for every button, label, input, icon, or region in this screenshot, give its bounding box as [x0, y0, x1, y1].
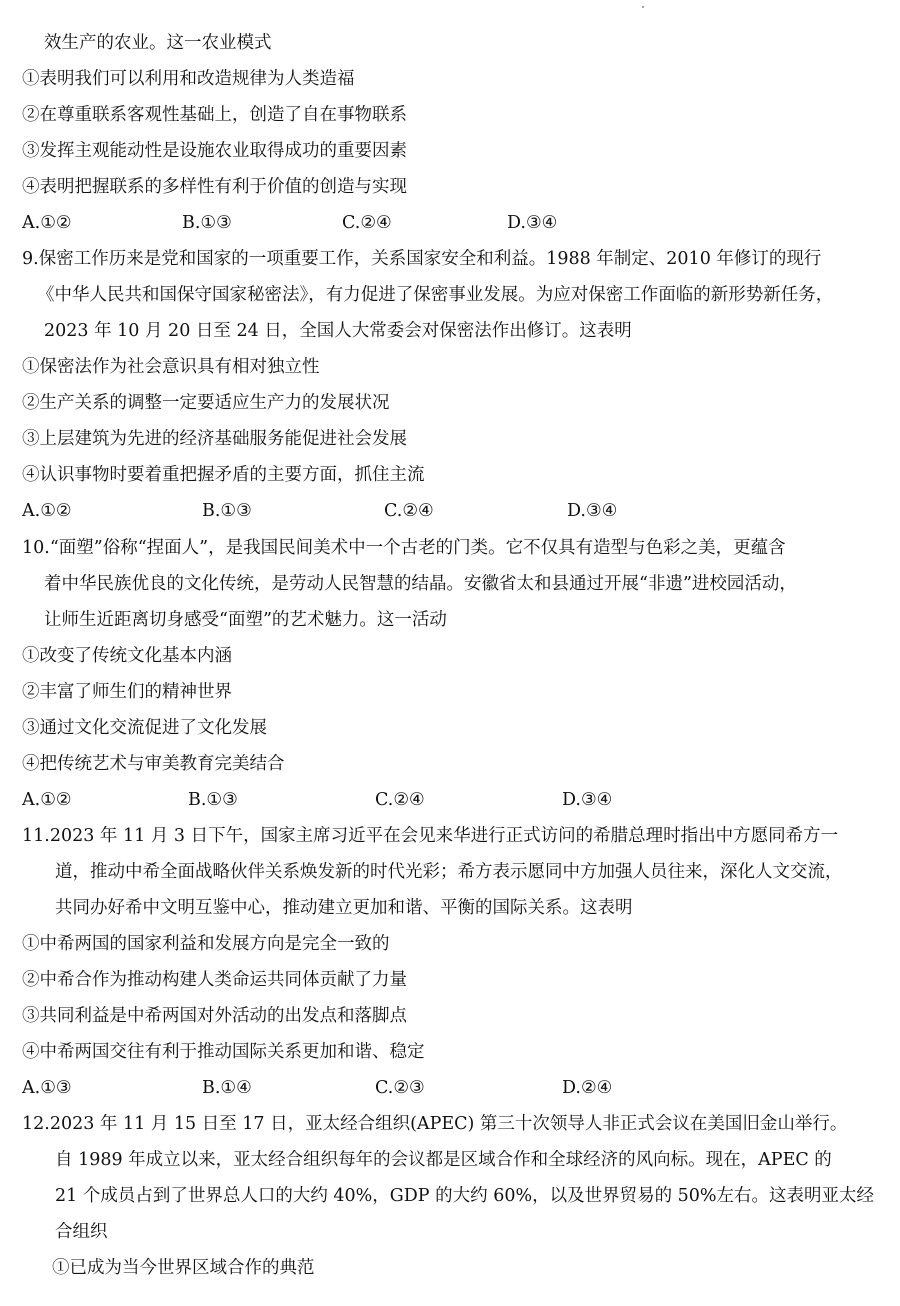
q9-option-a: A.①②	[22, 501, 72, 521]
q8-item-1: ①表明我们可以利用和改造规律为人类造福	[22, 69, 355, 89]
q9-item-1: ①保密法作为社会意识具有相对独立性	[22, 357, 320, 377]
q9-stem-line-1: 9.保密工作历来是党和国家的一项重要工作，关系国家安全和利益。1988 年制定、2010 年修订的现行	[22, 249, 822, 269]
q8-item-4: ④表明把握联系的多样性有利于价值的创造与实现	[22, 177, 407, 197]
q12-stem-line-4: 合组织	[55, 1222, 108, 1242]
q10-stem-line-3: 让师生近距离切身感受“面塑”的艺术魅力。这一活动	[44, 610, 447, 630]
q12-stem-line-2: 自 1989 年成立以来，亚太经合组织每年的会议都是区域合作和全球经济的风向标。现在，APEC 的	[55, 1150, 832, 1170]
q8-item-3: ③发挥主观能动性是设施农业取得成功的重要因素	[22, 141, 407, 161]
q11-item-2: ②中希合作为推动构建人类命运共同体贡献了力量	[22, 970, 407, 990]
q10-item-2: ②丰富了师生们的精神世界	[22, 682, 232, 702]
q10-option-a: A.①②	[22, 790, 72, 810]
q11-stem-line-1: 11.2023 年 11 月 3 日下午，国家主席习近平在会见来华进行正式访问的希腊总理时指出中方愿同希方一	[22, 826, 839, 846]
q9-item-3: ③上层建筑为先进的经济基础服务能促进社会发展	[22, 429, 407, 449]
q12-stem-line-3: 21 个成员占到了世界总人口的大约 40%，GDP 的大约 60%，以及世界贸易的 50%左右。这表明亚太经	[55, 1186, 875, 1206]
q9-stem-line-2: 《中华人民共和国保守国家秘密法》，有力促进了保密事业发展。为应对保密工作面临的新形势新任务，	[37, 285, 834, 305]
q9-item-2: ②生产关系的调整一定要适应生产力的发展状况	[22, 393, 390, 413]
q8-stem-tail: 效生产的农业。这一农业模式	[44, 33, 272, 53]
q8-item-2: ②在尊重联系客观性基础上，创造了自在事物联系	[22, 105, 407, 125]
q10-option-d: D.③④	[562, 790, 613, 810]
q8-option-b: B.①③	[182, 213, 232, 233]
q10-stem-line-2: 着中华民族优良的文化传统，是劳动人民智慧的结晶。安徽省太和县通过开展“非遗”进校园活动，	[44, 574, 797, 594]
q10-stem-line-1: 10.“面塑”俗称“捏面人”，是我国民间美术中一个古老的门类。它不仅具有造型与色彩之美，更蕴含	[22, 538, 786, 558]
q10-option-b: B.①③	[188, 790, 238, 810]
q8-option-a: A.①②	[22, 213, 72, 233]
q11-item-1: ①中希两国的国家利益和发展方向是完全一致的	[22, 934, 390, 954]
q10-item-3: ③通过文化交流促进了文化发展	[22, 718, 267, 738]
q10-item-1: ①改变了传统文化基本内涵	[22, 646, 232, 666]
q11-item-4: ④中希两国交往有利于推动国际关系更加和谐、稳定	[22, 1042, 425, 1062]
q12-stem-line-1: 12.2023 年 11 月 15 日至 17 日，亚太经合组织(APEC) 第三十次领导人非正式会议在美国旧金山举行。	[22, 1114, 848, 1134]
q11-item-3: ③共同利益是中希两国对外活动的出发点和落脚点	[22, 1006, 407, 1026]
q9-option-c: C.②④	[384, 501, 434, 521]
q11-option-a: A.①③	[22, 1078, 72, 1098]
q11-stem-line-2: 道，推动中希全面战略伙伴关系焕发新的时代光彩；希方表示愿同中方加强人员往来，深化人文交流，	[55, 862, 843, 882]
q11-option-c: C.②③	[375, 1078, 425, 1098]
q11-option-d: D.②④	[562, 1078, 613, 1098]
q12-item-1: ①已成为当今世界区域合作的典范	[52, 1258, 315, 1278]
q9-item-4: ④认识事物时要着重把握矛盾的主要方面，抓住主流	[22, 465, 425, 485]
q10-option-c: C.②④	[375, 790, 425, 810]
q11-stem-line-3: 共同办好希中文明互鉴中心，推动建立更加和谐、平衡的国际关系。这表明	[55, 898, 633, 918]
q9-option-d: D.③④	[567, 501, 618, 521]
q8-option-c: C.②④	[342, 213, 392, 233]
scan-speck	[642, 6, 644, 8]
q10-item-4: ④把传统艺术与审美教育完美结合	[22, 754, 285, 774]
q8-option-d: D.③④	[507, 213, 558, 233]
q9-stem-line-3: 2023 年 10 月 20 日至 24 日，全国人大常委会对保密法作出修订。这表明	[44, 321, 632, 341]
q11-option-b: B.①④	[202, 1078, 252, 1098]
q9-option-b: B.①③	[202, 501, 252, 521]
